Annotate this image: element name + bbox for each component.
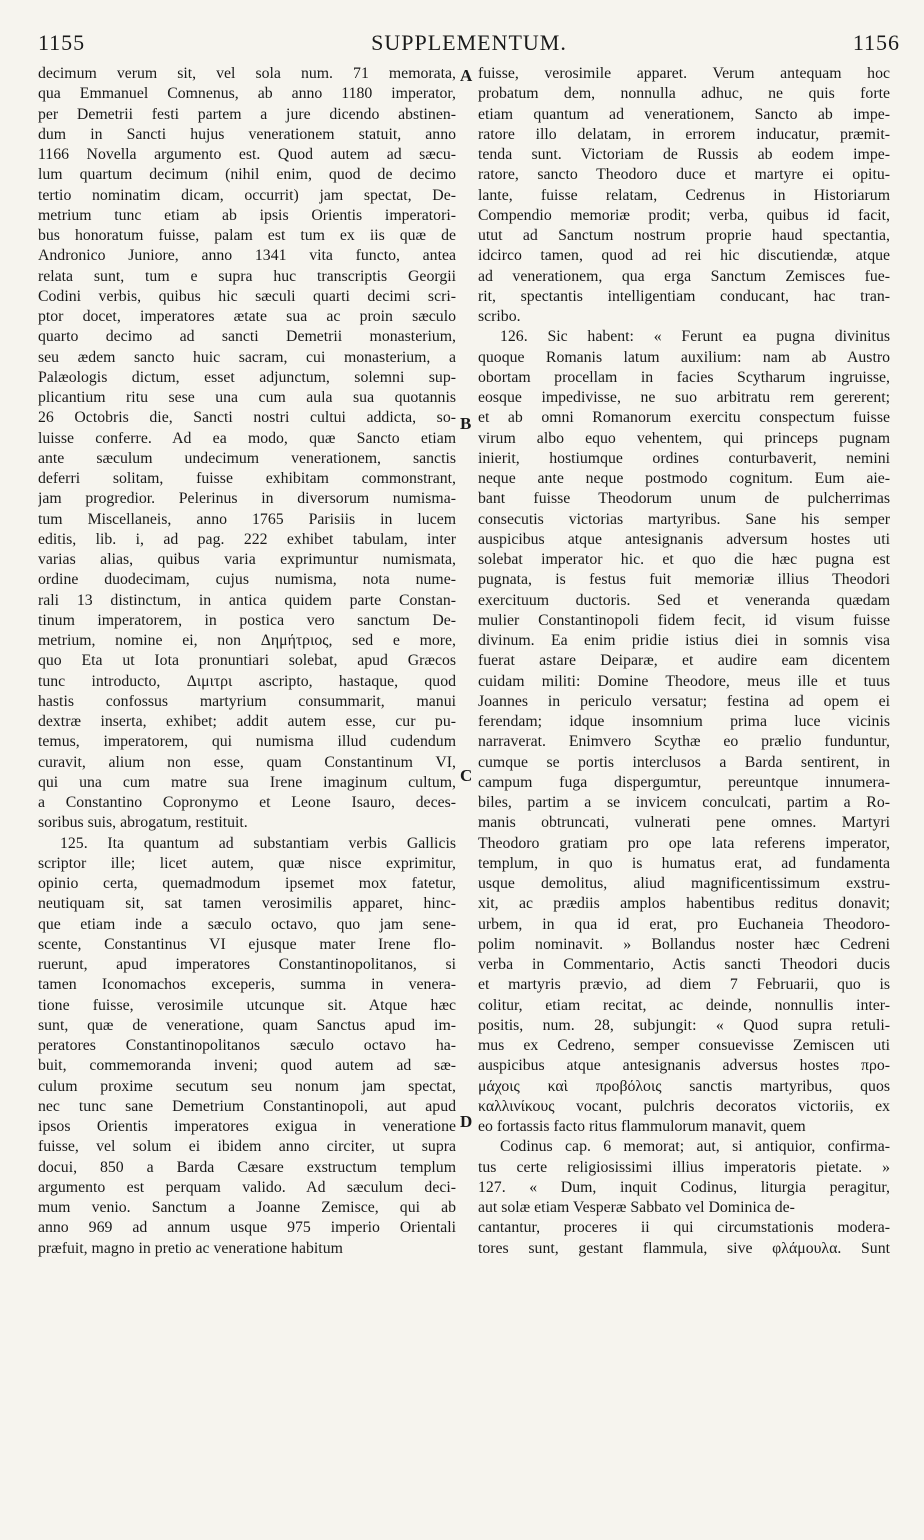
text-line: relata sunt, tum e supra huc transcriptis Georgii [38, 267, 456, 285]
text-line: eosque impedivisse, ne suo arbitratu rem gererent; [478, 389, 890, 406]
text-line: cumque se portis interclusos a Barda sentirent, in [478, 753, 890, 771]
text-line: anno 969 ad annum usque 975 imperio Orientali [38, 1219, 456, 1237]
margin-marker-d: D [460, 1112, 473, 1131]
text-line: dum in Sancti hujus venerationem statuit, anno [38, 125, 456, 143]
text-line: buit, commemoranda inveni; quod autem ad sæ- [38, 1057, 456, 1075]
text-line: scente, Constantinus VI ejusque mater Irene flo- [38, 935, 456, 953]
text-line: Andronico Juniore, anno 1341 vita functo, antea [38, 247, 456, 265]
text-line: ratore, sancto Theodoro duce et martyre ei opitu- [478, 166, 890, 184]
text-line: tores sunt, gestant flammula, sive φλάμουλα. Sunt [478, 1239, 890, 1257]
text-line: tunc introducto, Διμιτρι ascripto, hastaque, quod [38, 672, 456, 690]
text-line: tinum imperatorem, in postica vero sanctum De- [38, 611, 456, 629]
page-number-right: 1156 [852, 30, 900, 55]
text-line: que etiam inde a sæculo octavo, quo jam sene- [38, 915, 456, 933]
text-line: ratore illo delatam, in errorem inducatur, præmit- [478, 125, 890, 143]
text-line: quo Eta ut Iota pronuntiari solebat, apud Græcos [38, 652, 456, 670]
text-line: lum quartum decimum (nihil enim, quod de decimo [38, 166, 456, 184]
text-line: peratores Constantinopolitanos sæculo octavo ha- [38, 1037, 456, 1054]
text-line: exercituum ductoris. Sed et veneranda quædam [478, 591, 890, 609]
text-line: narraverat. Enimvero Scythæ eo prælio funduntur, [478, 733, 890, 751]
text-line: Codini verbis, quibus hic sæculi quarti decimi scri- [38, 287, 456, 305]
text-line: scriptor ille; licet autem, quæ nisce exprimitur, [38, 854, 456, 872]
running-title: SUPPLEMENTUM. [371, 30, 567, 55]
text-line: Palæologis dictum, esset adjunctum, solemni sup- [38, 368, 456, 386]
left-column [38, 64, 456, 1259]
text-line: quarto decimo ad sancti Demetrii monasterium, [38, 328, 456, 346]
text-line: ptor docet, imperatores ætate sua ac proin sæculo [38, 308, 456, 325]
text-line: virum albo equo vehentem, qui princeps pugnam [478, 429, 890, 447]
text-line: auspicibus atque antesignanis adversus hostes προ- [478, 1057, 890, 1075]
text-line: 127. « Dum, inquit Codinus, liturgia peragitur, [478, 1178, 890, 1196]
text-line: rit, spectantis intelligentiam conducant, hac tran- [478, 287, 890, 305]
text-line: nec tunc sane Demetrium Constantinopoli, aut apud [38, 1097, 456, 1115]
text-line: ordine duodecimam, cujus numisma, nota nume- [38, 571, 456, 589]
text-line: solebat imperator hic. et quo die hæc pugna est [478, 551, 890, 568]
text-line: fuisse, vel solum ei ibidem anno circiter, ut supra [38, 1138, 456, 1156]
text-line: tus certe religiosissimi illius imperatoris pietate. » [478, 1158, 890, 1176]
text-line: metrium tunc etiam ab ipsis Orientis imperatori- [38, 206, 456, 224]
text-line: neutiquam sit, sat tamen verosimilis apparet, hinc- [38, 895, 456, 913]
text-line: ferendam; idque insomnium prima luce vicinis [478, 713, 890, 730]
text-line: cantantur, proceres ii qui circumstationis modera- [478, 1219, 890, 1237]
margin-marker-a: A [460, 66, 473, 85]
text-line: ipsos Orientis imperatores exigua in veneratione [38, 1118, 456, 1135]
text-line: decimum verum sit, vel sola num. 71 memorata, [38, 65, 456, 82]
text-line: scribo. [478, 308, 521, 325]
text-line: pugnata, is festus fuit memoriæ illius Theodori [478, 571, 890, 589]
text-line: cuidam militi: Domine Theodore, meus ille et tuus [478, 672, 890, 690]
text-line: 125. Ita quantum ad substantiam verbis Gallicis [60, 834, 456, 852]
text-line: jam progredior. Pelerinus in diversorum numisma- [38, 490, 456, 508]
text-line: obortam procellam in facies Scytharum ingruisse, [478, 368, 890, 386]
text-line: Joannes in periculo versatur; festina ad opem ei [478, 692, 890, 710]
text-line: metrium, nomine ei, non Δημήτριος, sed e more, [38, 632, 456, 649]
text-line: ad venerationem, qua erga Sanctum Zemisces fue- [478, 267, 890, 285]
text-line: ante sæculum undecimum venerationem, sanctis [38, 449, 456, 467]
text-line: Theodoro gratiam pro ope lata referens imperator, [478, 834, 890, 852]
text-line: usque demolitus, aliud magnificentissimum exstru- [478, 875, 890, 892]
page-header [38, 30, 900, 62]
text-line: tione fuisse, verosimile utcunque sit. Atque hæc [38, 996, 456, 1014]
text-line: eo fortassis facto ritus flammulorum manavit, quem [478, 1118, 806, 1135]
text-line: seu ædem sancto huic sacram, cui monasterium, a [38, 348, 456, 366]
text-line: argumento est perquam valido. Ad sæculum deci- [38, 1178, 456, 1196]
text-line: qua Emmanuel Comnenus, ab anno 1180 imperator, [38, 85, 456, 103]
text-line: deferri solitam, fuisse exhibitam commonstrant, [38, 470, 456, 487]
text-line: tertio nominatim dicam, occurrit) jam spectat, De- [38, 186, 456, 204]
text-line: bus honoratum fuisse, palam est tum ex iis quæ de [38, 227, 456, 244]
text-line: aut solæ etiam Vesperæ Sabbato vel Dominica de- [478, 1199, 795, 1216]
text-line: consecutis victorias martyribus. Sane his semper [478, 510, 890, 528]
text-line: sunt, quæ de veneratione, quam Sanctus apud im- [38, 1016, 456, 1034]
margin-marker-c: C [460, 766, 473, 785]
text-line: 26 Octobris die, Sancti nostri cultui addicta, so- [38, 409, 456, 427]
text-line: Compendio memoriæ prodit; verba, quibus id facit, [478, 206, 890, 224]
text-line: μάχοις καὶ προβόλοις sanctis martyribus, quos [478, 1077, 890, 1095]
text-line: opinio certa, quemadmodum ipsemet mox fatetur, [38, 875, 456, 892]
text-line: utut ad Sanctum nostrum proprie haud spectantia, [478, 227, 890, 244]
text-line: culum proxime secutum seu nonum jam spectat, [38, 1077, 456, 1095]
text-line: luisse conferre. Ad ea modo, quæ Sancto etiam [38, 429, 456, 447]
text-line: mulier Constantinopoli fidem fecit, id visum fuisse [478, 611, 890, 629]
text-line: plicantium ritu sese una cum aula sua quotannis [38, 389, 456, 406]
text-line: tum Miscellaneis, anno 1765 Parisiis in lucem [38, 510, 456, 528]
text-line: bant fuisse Theodorum unum de pulcherrimas [478, 490, 890, 508]
text-line: et martyris prævio, ad diem 7 Februarii, quo is [478, 976, 890, 994]
text-line: neque ante neque postmodo cognitum. Eum aie- [478, 470, 890, 487]
text-line: inierit, hostiumque ordines conturbaverit, nemini [478, 449, 890, 467]
text-line: temus, imperatorem, qui numisma illud cudendum [38, 733, 456, 751]
page-number-left: 1155 [38, 30, 86, 55]
text-line: dextræ inserta, exhibet; addit autem esse, cur pu- [38, 713, 456, 730]
text-line: soribus suis, abrogatum, restituit. [38, 814, 248, 832]
text-line: præfuit, magno in pretio ac veneratione habitum [38, 1239, 343, 1257]
text-line: probatum dem, nonnulla adhuc, ne quis forte [478, 85, 890, 103]
text-line: lante, fuisse relatam, Cedrenus in Historiarum [478, 186, 890, 204]
text-line: editis, lib. i, ad pag. 222 exhibet tabulam, inter [38, 530, 456, 548]
text-line: curavit, alium non esse, quam Constantinum VI, [38, 753, 456, 771]
text-line: et ab omni Romanorum exercitu conspectum fuisse [478, 409, 890, 427]
text-line: campum fuga dispergumtur, pereuntque innumera- [478, 773, 890, 791]
text-line: hastis confossus martyrium consummarit, manui [38, 692, 456, 710]
text-line: mus ex Cedreno, semper consuevisse Zemiscen uti [478, 1037, 890, 1054]
text-line: qui una cum matre sua Irene imaginum cultum, [38, 773, 456, 791]
text-line: rali 13 distinctum, in antica quidem parte Constan- [38, 591, 456, 609]
text-line: templum, in quo is humatus erat, ad fundamenta [478, 854, 890, 872]
text-line: colitur, etiam recitat, ac deinde, nonnullis inter- [478, 996, 890, 1014]
text-line: biles, partim a se invicem conculcati, partim a Ro- [478, 794, 890, 811]
text-line: divinum. Ea enim pridie istius diei in somnis visa [478, 632, 890, 649]
text-line: manis obtruncati, vulnerati pene omnes. Martyri [478, 814, 890, 832]
text-line: ruerunt, apud imperatores Constantinopolitanos, si [38, 956, 456, 973]
text-line: fuerat astare Deiparæ, et audire eam dicentem [478, 652, 890, 670]
text-line: fuisse, verosimile apparet. Verum antequam hoc [478, 65, 890, 82]
text-line: xit, ac prædiis amplos habentibus reditus donavit; [478, 895, 890, 913]
text-line: idcirco tamen, quod ad rei hic discutiendæ, atque [478, 247, 890, 265]
text-line: quoque Romanis latum auxilium: nam ab Austro [478, 348, 890, 366]
text-line: etiam quantum ad venerationem, Sancto ab impe- [478, 105, 890, 123]
text-line: per Demetrii festi partem a jure dicendo abstinen- [38, 105, 456, 123]
text-line: urbem, in qua id erat, pro Euchaneia Theodoro- [478, 915, 890, 933]
text-line: verba in Commentario, Actis sancti Theodori ducis [478, 956, 890, 973]
text-line: 1166 Novella argumento est. Quod autem ad sæcu- [38, 146, 456, 163]
text-line: 126. Sic habent: « Ferunt ea pugna divinitus [500, 328, 890, 346]
text-line: docui, 850 a Barda Cæsare exstructum templum [38, 1158, 456, 1176]
text-line: tamen Iconomachos exceperis, summa in venera- [38, 976, 456, 994]
text-line: tenda sunt. Victoriam de Russis ab eodem impe- [478, 146, 890, 163]
text-line: polim nominavit. » Bollandus noster hæc Cedreni [478, 935, 890, 953]
text-line: varias alias, quibus varia exprimuntur numismata, [38, 551, 456, 568]
margin-marker-b: B [460, 414, 472, 433]
right-column [478, 64, 890, 1259]
text-line: καλλινίκους vocant, pulchris decoratos victoriis, ex [478, 1097, 890, 1115]
text-line: positis, num. 28, subjungit: « Quod supra retuli- [478, 1016, 890, 1034]
text-line: auspicibus atque antesignanis adversum hostes uti [478, 530, 890, 548]
text-line: Codinus cap. 6 memorat; aut, si antiquior, confirma- [500, 1138, 890, 1156]
text-line: a Constantino Copronymo et Leone Isauro, deces- [38, 794, 456, 811]
text-line: mum venio. Sanctum a Joanne Zemisce, qui ab [38, 1199, 456, 1216]
